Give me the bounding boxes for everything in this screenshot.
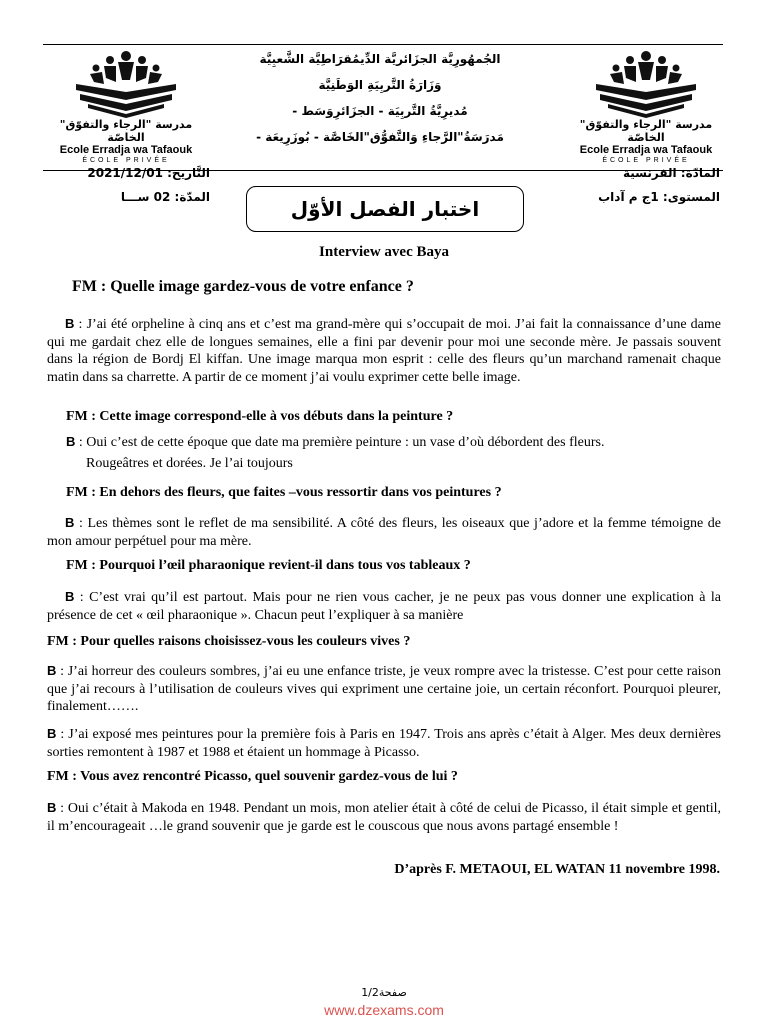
question-3: FM : En dehors des fleurs, que faites –vous ressortir dans vos peintures ?: [66, 485, 502, 500]
school-name-ar: مدرسة "الرجاء والتفوّق" الخاصّة: [59, 118, 193, 144]
speaker-label: B: [47, 726, 57, 741]
header-line-school: مَدرَسَةُ"الرَّجاءِ وَالتَّفوُّق"الخَاصَّة - بُوزَرِيعَة -: [256, 130, 504, 144]
answer-2: B : Oui c’est de cette époque que date ma première peinture : un vase d’où débordent des fleurs.: [66, 434, 605, 450]
school-name-fr: Ecole Erradja wa Tafaouk: [59, 144, 193, 156]
answer-6: B : J’ai exposé mes peintures pour la première fois à Paris en 1947. Trois ans après c’était à Alger. Mes deux dernières sorties remontent à 1987 et 1988 et étaient un hommage à Picasso.: [47, 726, 721, 760]
exam-level: المستوى: 1ج م آداب: [598, 190, 720, 204]
header-line-directorate: مُديرِيَّةُ التَّربِيَة - الجزَائرِوَسَط -: [292, 104, 468, 118]
speaker-label: B: [65, 316, 75, 331]
school-logo-icon: [66, 48, 186, 118]
school-name-fr: Ecole Erradja wa Tafaouk: [579, 144, 713, 156]
question-7: FM : Vous avez rencontré Picasso, quel souvenir gardez-vous de lui ?: [47, 769, 458, 784]
answer-1: B : J’ai été orpheline à cinq ans et c’est ma grand-mère qui s’occupait de moi. J’ai fait la connaissance d’une dame qui me gardait chez elle de longues semaines, elle a fini par devenir pour moi une seconde mère. Je passais souvent dans la région de Bordj El kiffan. Une image marqua mon esprit : celle des fleurs qu’un marchand ramenait chaque matin dans sa charrette. A partir de ce moment j’ai voulu exprimer cette belle image.: [47, 316, 722, 385]
question-4: FM : Pourquoi l’œil pharaonique revient-il dans tous vos tableaux ?: [66, 558, 471, 573]
school-name-ar: مدرسة "الرجاء والتفوّق" الخاصّة: [579, 118, 713, 144]
header-line-ministry: وَزَارَةُ التَّربِيَةِ الوَطَنِيَّة: [318, 78, 442, 92]
speaker-label: B: [47, 800, 57, 815]
school-subtitle: ÉCOLE PRIVÉE: [82, 157, 170, 164]
header-line-republic: الجُمهُورِيَّة الجزَائريَّة الدِّيمُقرَاطِيَّة الشَّعبِيَّة: [259, 52, 501, 66]
answer-2-continued: Rougeâtres et dorées. Je l’ai toujours: [86, 456, 293, 471]
watermark-link[interactable]: www.dzexams.com: [324, 1002, 444, 1018]
page-number: صفحة1/2: [361, 986, 407, 999]
speaker-label: B: [66, 434, 76, 449]
school-logo-icon: [586, 48, 706, 118]
exam-date: التَّاريخ: 2021/12/01: [87, 166, 210, 180]
school-logo-left: [46, 48, 206, 164]
question-1: FM : Quelle image gardez-vous de votre enfance ?: [72, 278, 414, 295]
speaker-label: B: [65, 589, 75, 604]
speaker-label: B: [47, 663, 57, 678]
top-rule: [43, 44, 723, 45]
question-2: FM : Cette image correspond-elle à vos débuts dans la peinture ?: [66, 409, 454, 424]
exam-title-box: اختبار الفصل الأوّل: [246, 186, 524, 232]
school-logo-right: [566, 48, 726, 164]
answer-5: B : J’ai horreur des couleurs sombres, j’ai eu une enfance triste, je veux rompre avec la tristesse. C’est pour cette raison que j’ai recours à l’utilisation de couleurs vives qui expriment une certaine joie, un certain réconfort. Pourquoi pleurer, finalement…….: [47, 663, 722, 714]
exam-subject: المادّة: الفرنسية: [622, 166, 720, 180]
answer-3: B : Les thèmes sont le reflet de ma sensibilité. A côté des fleurs, les oiseaux que j’adore et la femme témoigne de mon amour perpétuel pour ma mère.: [47, 515, 721, 549]
answer-4: B : C’est vrai qu’il est partout. Mais pour ne rien vous cacher, je ne peux pas vous donner une explication à la présence de cet « œil pharaonique ». Chacun peut l’expliquer à sa manière: [47, 589, 722, 623]
speaker-label: B: [65, 515, 75, 530]
question-5: FM : Pour quelles raisons choisissez-vous les couleurs vives ?: [47, 634, 411, 649]
document-title: Interview avec Baya: [319, 244, 449, 260]
school-subtitle: ÉCOLE PRIVÉE: [602, 157, 690, 164]
source-citation: D’après F. METAOUI, EL WATAN 11 novembre 1998.: [394, 862, 720, 877]
exam-duration: المدّة: 02 ســـا: [120, 190, 210, 204]
answer-7: B : Oui c’était à Makoda en 1948. Pendant un mois, mon atelier était à côté de celui de Picasso, il était simple et gentil, il m’encourageait …le grand souvenir que je garde est le couscous que nous avons partagé ensemble !: [47, 800, 722, 834]
